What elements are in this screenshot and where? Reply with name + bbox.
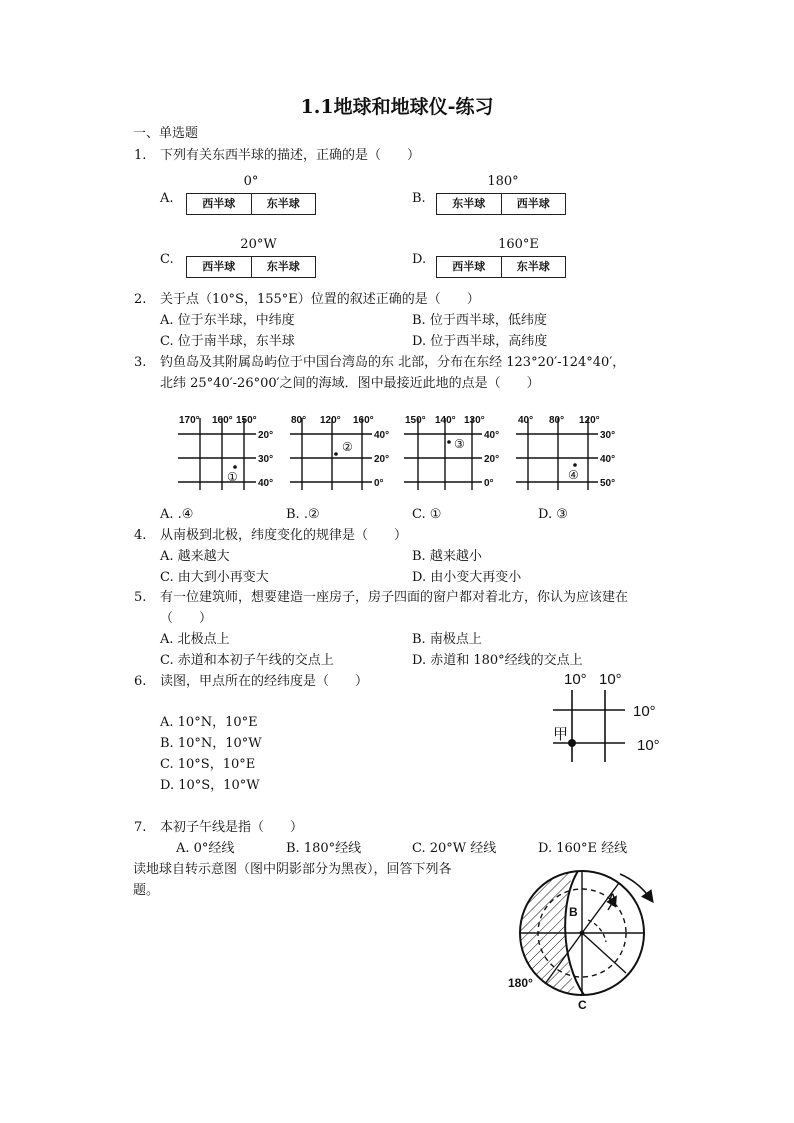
- q7-option-d[interactable]: D. 160°E 经线: [538, 841, 628, 856]
- q4-option-a[interactable]: A. 越来越大: [160, 549, 230, 564]
- q5-number: 5.: [134, 590, 147, 605]
- q4-number: 4.: [134, 528, 147, 543]
- q3-map2-point: [334, 452, 338, 456]
- q1-option-d-right: 东半球: [501, 257, 566, 277]
- q6-option-a[interactable]: A. 10°N，10°E: [160, 715, 258, 730]
- q1-option-a-letter[interactable]: A.: [160, 191, 174, 206]
- q6-label-right-2: 10°: [637, 737, 660, 754]
- q3-map-1: [178, 415, 273, 490]
- q3-grid-maps: [170, 410, 640, 492]
- q1-option-d-hemisphere-box: [436, 256, 566, 278]
- q1-option-a-left: 西半球: [202, 197, 236, 210]
- q7-number: 7.: [134, 820, 147, 835]
- q3-map4-lat-3: 50°: [600, 478, 616, 489]
- q1-option-c-hemisphere-box: [186, 256, 316, 278]
- q7-stem: 本初子午线是指（ ）: [160, 820, 304, 835]
- q3-map3-mark: ③: [454, 437, 465, 451]
- page-title: 1.1地球和地球仪-练习: [300, 96, 494, 118]
- q1-option-d-letter[interactable]: D.: [412, 252, 427, 267]
- q3-map4-lon-1: 40°: [518, 415, 534, 426]
- q5-stem-line1: 有一位建筑师，想要建造一座房子，房子四面的窗户都对着北方，你认为应该建在: [160, 590, 629, 605]
- q3-option-a[interactable]: A. .④: [160, 507, 194, 522]
- q5-stem-line2: （ ）: [160, 611, 213, 626]
- q3-stem-line2: 北纬 25°40′-26°00′之间的海域．图中最接近此地的点是（ ）: [160, 376, 540, 391]
- q1-number: 1.: [134, 148, 147, 163]
- q2-option-d[interactable]: D. 位于西半球，高纬度: [412, 334, 548, 349]
- q3-map3-lon-3: 130°: [464, 415, 485, 426]
- q1-option-b-left: 东半球: [452, 197, 486, 210]
- q6-point-jia: [568, 739, 576, 747]
- q7-option-b[interactable]: B. 180°经线: [286, 841, 362, 856]
- q3-map2-lat-1: 40°: [374, 430, 390, 441]
- q3-map2-mark: ②: [342, 440, 353, 454]
- q6-label-right-1: 10°: [633, 703, 656, 720]
- q6-label-top-2: 10°: [599, 671, 622, 688]
- q5-option-a[interactable]: A. 北极点上: [160, 632, 230, 647]
- q3-map4-lon-3: 120°: [579, 415, 600, 426]
- q1-stem: 下列有关东西半球的描述，正确的是（ ）: [160, 148, 421, 163]
- q3-map1-lat-1: 20°: [258, 430, 274, 441]
- q2-stem: 关于点（10°S，155°E）位置的叙述正确的是（ ）: [160, 292, 480, 307]
- q3-map4-lat-1: 30°: [600, 430, 616, 441]
- q1-option-a-meridian: 0°: [243, 174, 259, 189]
- q3-map3-lat-2: 20°: [484, 454, 500, 465]
- q3-map1-point: [233, 465, 237, 469]
- q6-stem: 读图，甲点所在的经纬度是（ ）: [160, 674, 369, 689]
- q4-stem: 从南极到北极，纬度变化的规律是（ ）: [160, 528, 408, 543]
- fig-label-c: C: [578, 998, 587, 1012]
- q4-option-c[interactable]: C. 由大到小再变大: [160, 570, 269, 585]
- q3-map1-mark: ①: [227, 470, 238, 484]
- q2-option-a[interactable]: A. 位于东半球，中纬度: [160, 313, 295, 328]
- q6-number: 6.: [134, 674, 147, 689]
- q1-option-b-right: 西半球: [501, 194, 566, 214]
- q6-option-b[interactable]: B. 10°N，10°W: [160, 736, 262, 751]
- q3-map4-mark: ④: [568, 468, 579, 482]
- q3-map4-lat-2: 40°: [600, 454, 616, 465]
- q3-map3-lon-1: 150°: [405, 415, 426, 426]
- rotation-arrow: [620, 874, 650, 898]
- q3-stem-line1: 钓鱼岛及其附属岛屿位于中国台湾岛的东 北部，分布在东经 123°20′-124°40′，: [160, 355, 626, 370]
- q3-map3-lon-2: 140°: [435, 415, 456, 426]
- q2-option-c[interactable]: C. 位于南半球，东半球: [160, 334, 295, 349]
- q3-option-b[interactable]: B. .②: [286, 507, 320, 522]
- q7-option-a[interactable]: A. 0°经线: [176, 841, 235, 856]
- q1-option-a-hemisphere-box: [186, 193, 316, 215]
- q2-number: 2.: [134, 292, 147, 307]
- q3-map1-lon-1: 170°: [179, 415, 200, 426]
- q4-option-d[interactable]: D. 由小变大再变小: [412, 570, 522, 585]
- q1-option-b-letter[interactable]: B.: [412, 191, 426, 206]
- earth-rotation-figure: [502, 860, 662, 1012]
- q6-grid-figure: [545, 666, 675, 766]
- fig-label-b: B: [569, 905, 578, 919]
- q6-option-d[interactable]: D. 10°S，10°W: [160, 778, 260, 793]
- q6-label-jia: 甲: [553, 726, 569, 743]
- q3-map1-lon-2: 160°: [212, 415, 233, 426]
- q1-option-c-right: 东半球: [251, 257, 316, 277]
- q1-option-c-left: 西半球: [202, 260, 236, 273]
- q3-map3-lat-1: 40°: [484, 430, 500, 441]
- q3-map1-lat-3: 40°: [258, 478, 274, 489]
- q1-option-d-meridian: 160°E: [498, 237, 539, 252]
- reading-line-2: 题。: [133, 883, 160, 898]
- reading-line-1: 读地球自转示意图（图中阴影部分为黑夜），回答下列各: [133, 862, 452, 877]
- q3-map-4: [516, 415, 615, 490]
- q7-option-c[interactable]: C. 20°W 经线: [412, 841, 497, 856]
- q6-option-c[interactable]: C. 10°S，10°E: [160, 757, 256, 772]
- q3-map2-lat-2: 20°: [374, 454, 390, 465]
- q2-option-b[interactable]: B. 位于西半球，低纬度: [412, 313, 547, 328]
- q3-map3-point: [447, 440, 451, 444]
- q1-option-c-letter[interactable]: C.: [160, 252, 174, 267]
- q5-option-c[interactable]: C. 赤道和本初子午线的交点上: [160, 653, 334, 668]
- q5-option-b[interactable]: B. 南极点上: [412, 632, 482, 647]
- q3-map2-lon-3: 160°: [353, 415, 374, 426]
- q3-map1-lat-2: 30°: [258, 454, 274, 465]
- q3-map1-lon-3: 150°: [236, 415, 257, 426]
- q3-number: 3.: [134, 355, 147, 370]
- q1-option-d-left: 西半球: [452, 260, 486, 273]
- fig-label-a: A: [608, 891, 617, 905]
- q3-map2-lat-3: 0°: [374, 478, 384, 489]
- q3-map2-lon-1: 80°: [291, 415, 307, 426]
- q3-map2-lon-2: 120°: [320, 415, 341, 426]
- q3-option-c[interactable]: C. ①: [412, 507, 442, 522]
- q1-option-b-hemisphere-box: [436, 193, 566, 215]
- fig-label-180: 180°: [508, 976, 533, 990]
- q3-map-2: [290, 415, 389, 490]
- q3-map-3: [404, 415, 499, 490]
- q1-option-c-meridian: 20°W: [240, 237, 277, 252]
- q3-map4-lon-2: 80°: [549, 415, 565, 426]
- q3-map3-lat-3: 0°: [484, 478, 494, 489]
- q4-option-b[interactable]: B. 越来越小: [412, 549, 482, 564]
- q3-option-d[interactable]: D. ③: [538, 507, 568, 522]
- q5-option-d[interactable]: D. 赤道和 180°经线的交点上: [412, 653, 583, 668]
- q1-option-b-meridian: 180°: [487, 174, 519, 189]
- q6-label-top-1: 10°: [564, 671, 587, 688]
- section-heading: 一、单选题: [133, 126, 199, 141]
- q1-option-a-right: 东半球: [251, 194, 316, 214]
- q3-map4-point: [573, 463, 577, 467]
